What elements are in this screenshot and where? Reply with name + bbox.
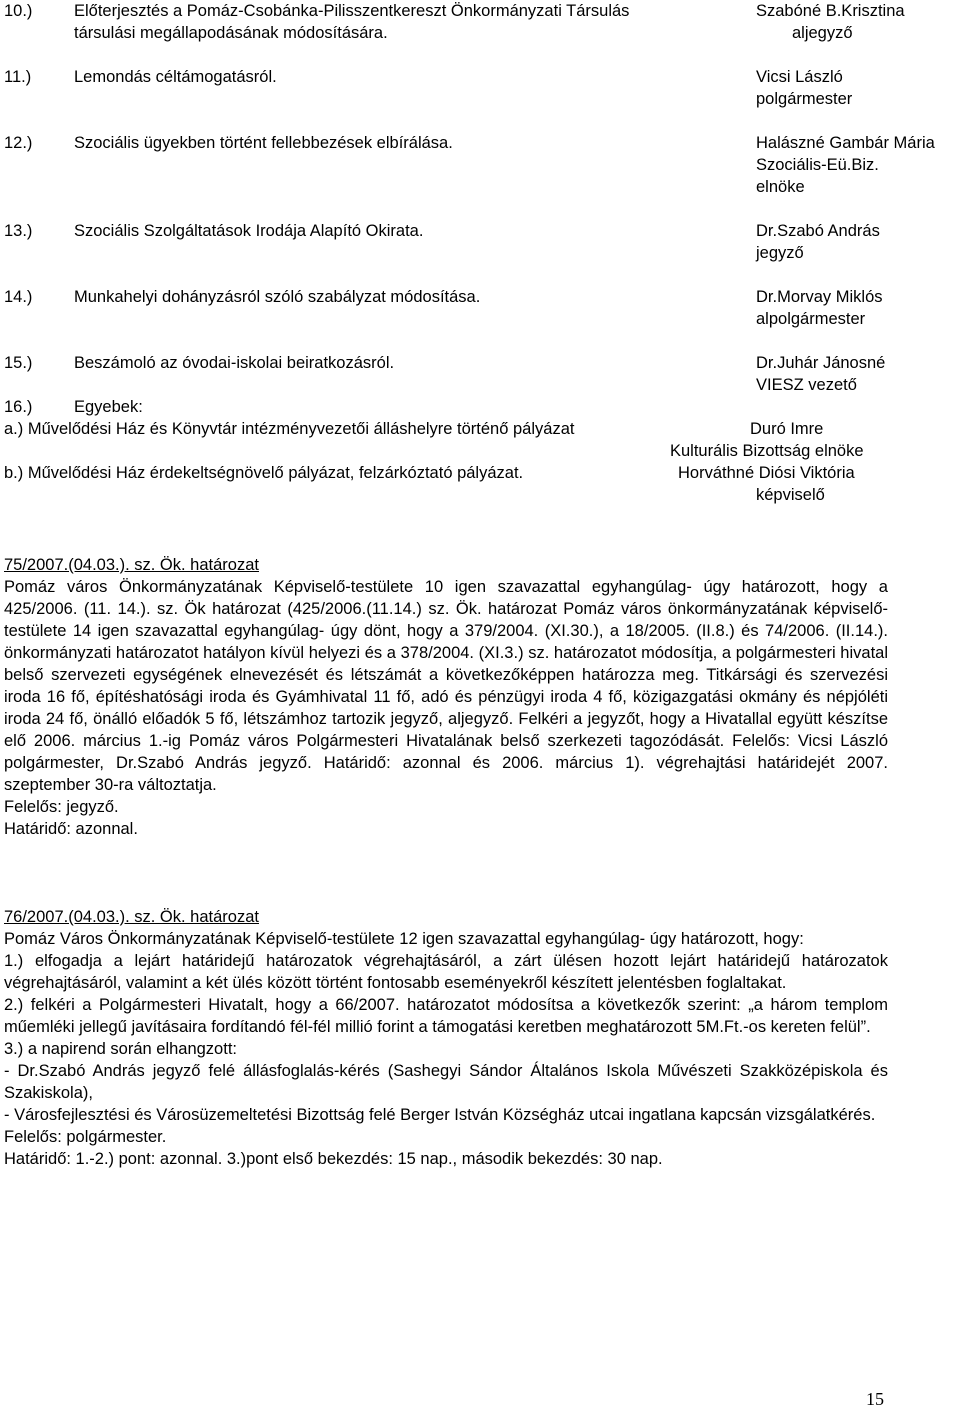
resolution-body: Pomáz város Önkormányzatának Képviselő-testülete 10 igen szavazattal egyhangúlag- úgy határozott, hogy a 425/2006. (11. 14.). sz. Ök határozat (425/2006.(11.14.) sz. Ök. határozat Pomáz város önkormányzatának képviselő-testülete 14 igen szavazattal egyhangúlag- úgy dönt, hogy a 379/2004. (XI.30.), a 18/2005. (II.8.) és 74/2006. (II.14.). önkormányzati határozatot hatályon kívül helyezi és a 378/2004. (XI.3.) sz. határozatot módosítja, a polgármesteri hivatal belső szervezeti egységének elnevezését és létszámát a következőképpen határozza meg. Titkársági és szervezési iroda 16 fő, építéshatósági iroda és Gyámhivatal 11 fő, adó és pénzügyi iroda 4 fő, közigazgatási okmány és népjóléti iroda 24 fő, önálló előadók 5 fő, létszámhoz tartozik jegyző, aljegyző. Felkéri a jegyzőt, hogy a Hivatallal együtt készítse elő 2006. március 1.-ig Pomáz város Polgármesteri Hivatalának belső szerkezeti tagozódását. Felelős: Vicsi László polgármester, Dr.Szabó András jegyző. Határidő: azonnal és 2006. március 1). végrehajtási határidejét 2007. szeptember 30-ra változtatja. bbox=[4, 578, 888, 794]
item-presenter: Halászné Gambár Mária bbox=[756, 134, 935, 152]
page-number: 15 bbox=[866, 1389, 884, 1409]
item-role: aljegyző bbox=[792, 24, 853, 42]
item-number: 15.) bbox=[4, 354, 33, 372]
item-text: Előterjesztés a Pomáz-Csobánka-Pilisszentkereszt Önkormányzati Társulás bbox=[74, 2, 630, 20]
item-role: alpolgármester bbox=[756, 310, 866, 328]
resolution-subpoint: - Városfejlesztési és Városüzemeltetési Bizottság felé Berger István Községház utcai ingatlana kapcsán vizsgálatkérés. bbox=[4, 1106, 876, 1124]
item-number: 16.) bbox=[4, 398, 33, 416]
resolution-76 bbox=[4, 906, 888, 1170]
item-number: 10.) bbox=[4, 2, 33, 20]
item-presenter: Dr.Morvay Miklós bbox=[756, 288, 883, 306]
subitem-role: Kulturális Bizottság elnöke bbox=[670, 442, 864, 460]
item-role: elnöke bbox=[756, 178, 805, 196]
item-presenter: Dr.Juhár Jánosné bbox=[756, 354, 886, 372]
resolution-responsible: Felelős: polgármester. bbox=[4, 1128, 167, 1146]
resolution-heading: 75/2007.(04.03.). sz. Ök. határozat bbox=[4, 556, 259, 574]
resolution-point-3: 3.) a napirend során elhangzott: bbox=[4, 1040, 237, 1058]
subitem-presenter: Duró Imre bbox=[750, 420, 824, 438]
resolution-subpoint: - Dr.Szabó András jegyző felé állásfoglalás-kérés (Sashegyi Sándor Általános Iskola Művészeti Szakközépiskola és Szakiskola), bbox=[4, 1062, 888, 1102]
item-number: 13.) bbox=[4, 222, 33, 240]
item-text: Lemondás céltámogatásról. bbox=[74, 68, 277, 86]
item-text: Szociális Szolgáltatások Irodája Alapító Okirata. bbox=[74, 222, 424, 240]
item-presenter: Szabóné B.Krisztina bbox=[756, 2, 905, 20]
item-text: Beszámoló az óvodai-iskolai beiratkozásról. bbox=[74, 354, 395, 372]
resolution-75 bbox=[4, 554, 888, 840]
item-text: társulási megállapodásának módosítására. bbox=[74, 24, 388, 42]
item-number: 11.) bbox=[4, 68, 32, 86]
item-presenter: Dr.Szabó András bbox=[756, 222, 880, 240]
resolution-point-1: 1.) elfogadja a lejárt határidejű határozatok végrehajtásáról, a zárt ülésen hozott lejárt határidejű határozatok végrehajtásáról, valamint a két ülés között történt fontosabb eseményekről készített jelentésben foglaltakat. bbox=[4, 952, 888, 992]
item-role: VIESZ vezető bbox=[756, 376, 857, 394]
item-role: Szociális-Eü.Biz. bbox=[756, 156, 879, 174]
resolution-deadline: Határidő: 1.-2.) pont: azonnal. 3.)pont első bekezdés: 15 nap., második bekezdés: 30 nap. bbox=[4, 1150, 663, 1168]
resolution-heading: 76/2007.(04.03.). sz. Ök. határozat bbox=[4, 908, 259, 926]
item-text: Szociális ügyekben történt fellebbezések elbírálása. bbox=[74, 134, 453, 152]
item-text: Munkahelyi dohányzásról szóló szabályzat módosítása. bbox=[74, 288, 481, 306]
resolution-point-2: 2.) felkéri a Polgármesteri Hivatalt, hogy a 66/2007. határozatot módosítsa a következők szerint: „a három templom műemléki jellegű javításaira fordítandó fél-fél millió forint a támogatási keretben meghatározott 5M.Ft.-os kereten felül”. bbox=[4, 996, 888, 1036]
resolution-deadline: Határidő: azonnal. bbox=[4, 820, 138, 838]
item-role: polgármester bbox=[756, 90, 853, 108]
subitem-role: képviselő bbox=[756, 486, 825, 504]
resolution-intro: Pomáz Város Önkormányzatának Képviselő-testülete 12 igen szavazattal egyhangúlag- úgy határozott, hogy: bbox=[4, 930, 804, 948]
item-role: jegyző bbox=[756, 244, 804, 262]
subitem-presenter: Horváthné Diósi Viktória bbox=[678, 464, 855, 482]
item-number: 12.) bbox=[4, 134, 33, 152]
item-presenter: Vicsi László bbox=[756, 68, 843, 86]
subitem-text: a.) Művelődési Ház és Könyvtár intézményvezetői álláshelyre történő pályázat bbox=[4, 420, 575, 438]
subitem-text: b.) Művelődési Ház érdekeltségnövelő pályázat, felzárkóztató pályázat. bbox=[4, 464, 524, 482]
item-number: 14.) bbox=[4, 288, 33, 306]
item-text: Egyebek: bbox=[74, 398, 143, 416]
resolution-responsible: Felelős: jegyző. bbox=[4, 798, 119, 816]
